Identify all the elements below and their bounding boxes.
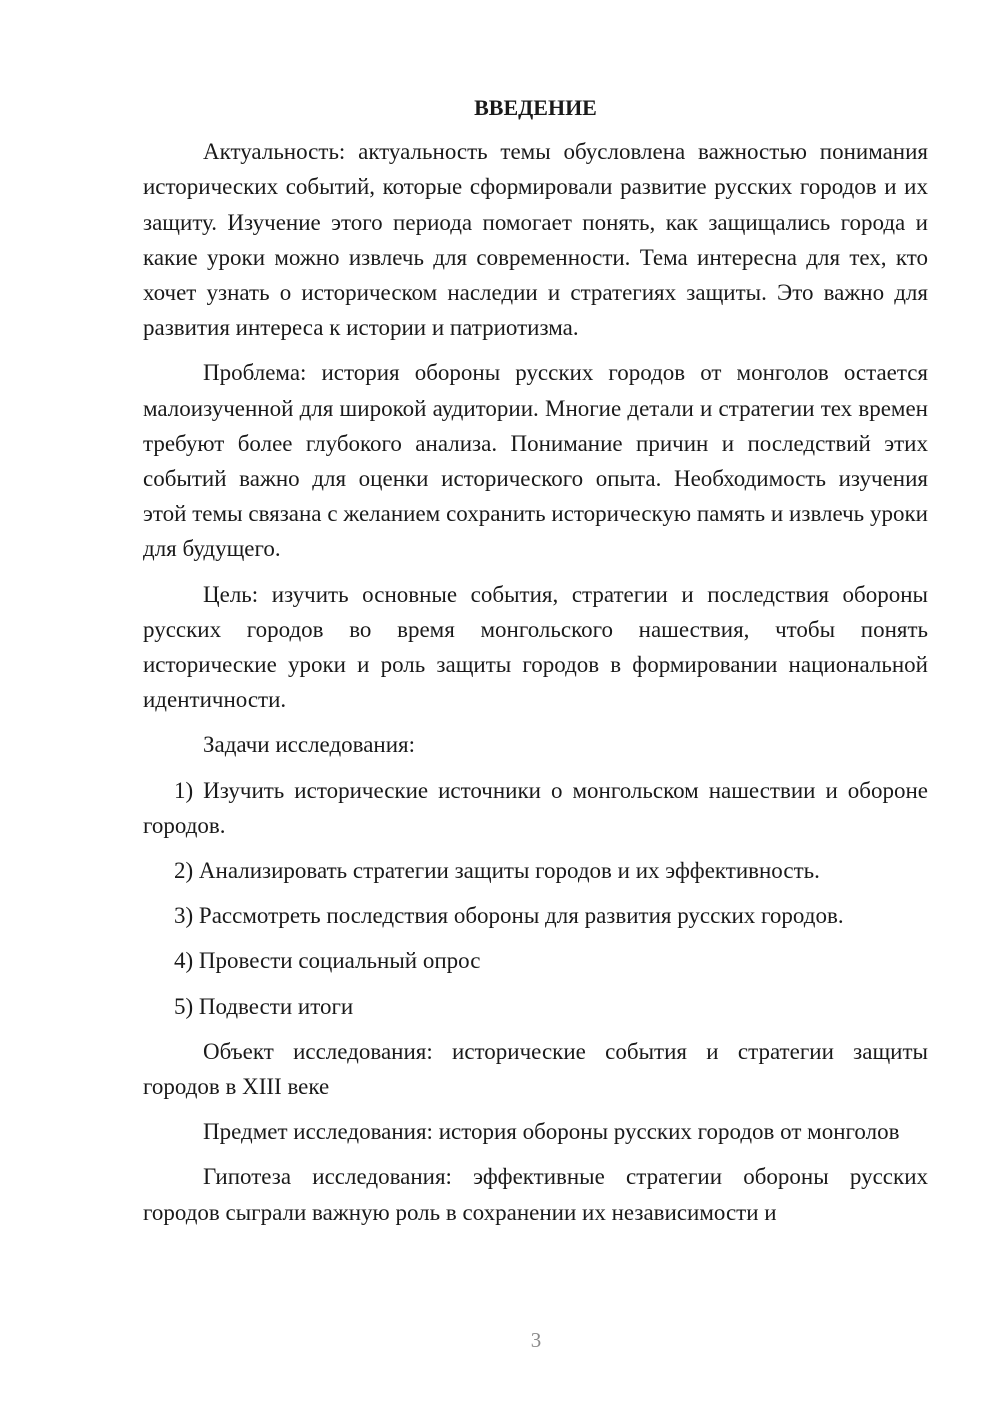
section-title: ВВЕДЕНИЕ xyxy=(474,95,597,120)
task-item-5: 5) Подвести итоги xyxy=(174,993,354,1019)
relevance-paragraph: Актуальность: актуальность темы обусловлена важностью понимания исторических событий, которые сформировали развитие русских городов и их защиту. Изучение этого периода помогает понять, как защищались города и какие уроки можно извлечь для современности. Тема интересна для тех, кто хочет узнать о историческом наследии и стратегиях защиты. Это важно для развития интереса к истории и патриотизма. xyxy=(143,139,928,341)
subject-paragraph: Предмет исследования: история обороны русских городов от монголов xyxy=(203,1119,900,1145)
hypothesis-paragraph: Гипотеза исследования: эффективные стратегии обороны русских городов сыграли важную роль в сохранении их независимости и xyxy=(143,1164,928,1225)
tasks-heading: Задачи исследования: xyxy=(203,732,416,758)
task-item-1: 1) Изучить исторические источники о монгольском нашествии и обороне городов. xyxy=(143,777,928,838)
page-number: 3 xyxy=(530,1328,542,1352)
goal-paragraph: Цель: изучить основные события, стратегии и последствия обороны русских городов во время монгольского нашествия, чтобы понять исторические уроки и роль защиты городов в формировании национальной идентичности. xyxy=(143,581,928,713)
task-item-2: 2) Анализировать стратегии защиты городов и их эффективность. xyxy=(174,858,820,884)
document-page xyxy=(143,90,928,1240)
task-item-3: 3) Рассмотреть последствия обороны для развития русских городов. xyxy=(174,903,844,929)
object-paragraph: Объект исследования: исторические события и стратегии защиты городов в XIII веке xyxy=(143,1038,928,1100)
task-item-4: 4) Провести социальный опрос xyxy=(174,948,481,974)
problem-paragraph: Проблема: история обороны русских городов от монголов остается малоизученной для широкой аудитории. Многие детали и стратегии тех времен требуют более глубокого анализа. Понимание причин и последствий этих событий важно для оценки исторического опыта. Необходимость изучения этой темы связана с желанием сохранить историческую память и извлечь уроки для будущего. xyxy=(143,360,928,562)
